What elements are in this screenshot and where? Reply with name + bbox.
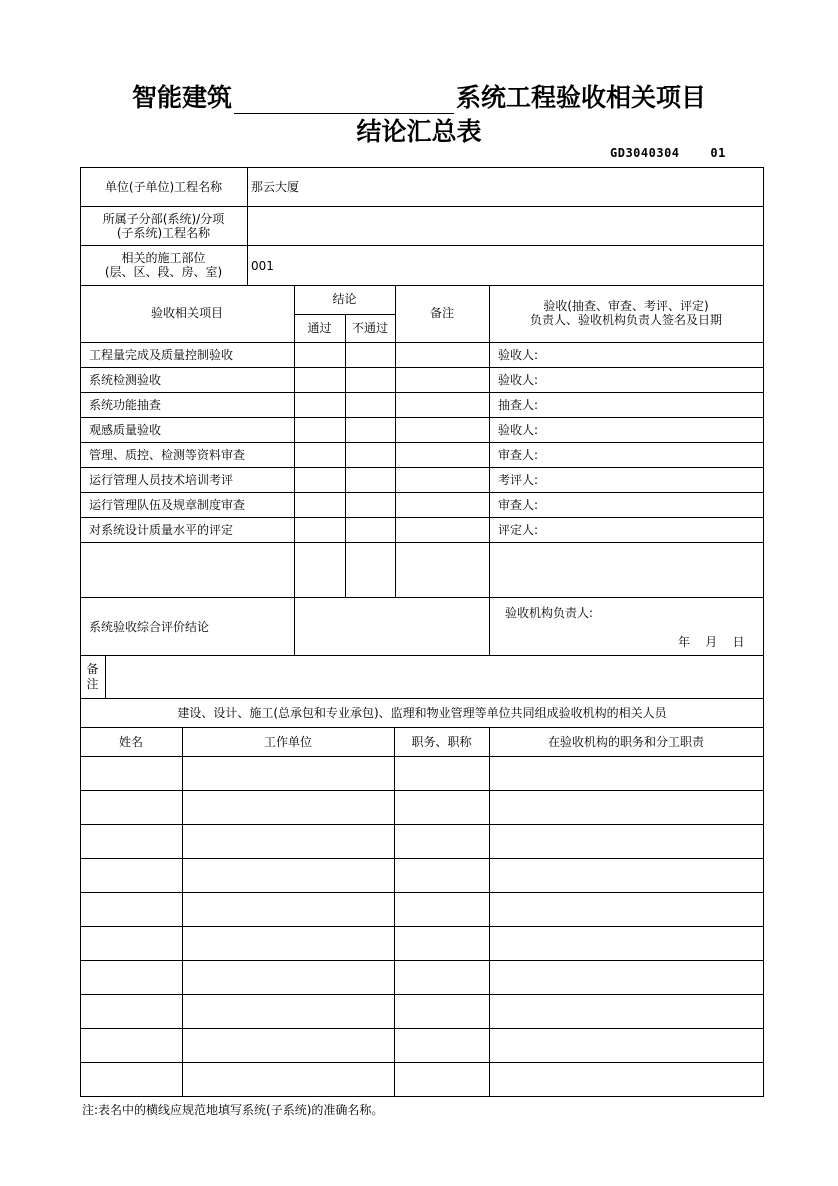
overall-date[interactable]: 年 月 日	[678, 635, 745, 649]
subsystem-label-line1: 所属子分部(系统)/分项	[102, 212, 225, 226]
header-remark: 备注	[429, 306, 454, 320]
location-label-line1: 相关的施工部位	[121, 251, 206, 265]
location-value[interactable]: 001	[251, 259, 274, 273]
project-name-value[interactable]: 那云大厦	[251, 180, 300, 194]
footnote: 注:表名中的横线应规范地填写系统(子系统)的准确名称。	[82, 1103, 384, 1117]
remark-label-line1: 备	[86, 662, 99, 676]
item-signer[interactable]: 审查人:	[498, 448, 539, 462]
title-prefix: 智能建筑	[131, 83, 232, 112]
item-signer[interactable]: 审查人:	[498, 498, 539, 512]
col-unit: 工作单位	[263, 735, 312, 749]
header-item: 验收相关项目	[150, 306, 223, 320]
overall-head-label[interactable]: 验收机构负责人:	[505, 606, 594, 620]
overall-conclusion-field[interactable]	[295, 598, 488, 654]
title-suffix: 系统工程验收相关项目	[456, 83, 707, 112]
subsystem-label-line2: (子系统)工程名称	[116, 226, 211, 240]
header-fail: 不通过	[351, 321, 388, 335]
form-title-line2: 结论汇总表	[356, 117, 482, 146]
subsystem-name-field[interactable]	[248, 207, 762, 244]
item-name: 观感质量验收	[89, 423, 162, 437]
remark-label-line2: 注	[86, 677, 99, 691]
item-name: 对系统设计质量水平的评定	[89, 523, 234, 537]
item-signer[interactable]: 验收人:	[498, 348, 539, 362]
remark-field[interactable]	[106, 656, 762, 697]
header-conclusion: 结论	[332, 292, 357, 306]
col-name: 姓名	[118, 735, 143, 749]
item-signer[interactable]: 验收人:	[498, 373, 539, 387]
overall-label: 系统验收综合评价结论	[89, 620, 210, 634]
item-name: 系统检测验收	[89, 373, 162, 387]
header-sign-line2: 负责人、验收机构负责人签名及日期	[529, 313, 722, 327]
item-name: 运行管理队伍及规章制度审查	[89, 498, 246, 512]
item-signer[interactable]: 抽查人:	[498, 398, 539, 412]
header-sign-line1: 验收(抽查、审查、考评、评定)	[543, 299, 709, 313]
item-signer[interactable]: 验收人:	[498, 423, 539, 437]
system-name-blank[interactable]	[234, 85, 454, 114]
form-code: GD3040304 01	[610, 146, 726, 160]
item-name: 运行管理人员技术培训考评	[89, 473, 234, 487]
location-label-line2: (层、区、段、房、室)	[104, 265, 223, 279]
col-title: 职务、职称	[411, 735, 472, 749]
item-name: 工程量完成及质量控制验收	[89, 348, 234, 362]
item-signer[interactable]: 评定人:	[498, 523, 539, 537]
item-signer[interactable]: 考评人:	[498, 473, 539, 487]
col-duty: 在验收机构的职务和分工职责	[547, 735, 704, 749]
item-name: 管理、质控、检测等资料审查	[89, 448, 246, 462]
personnel-heading: 建设、设计、施工(总承包和专业承包)、监理和物业管理等单位共同组成验收机构的相关人员	[177, 706, 667, 720]
header-pass: 通过	[307, 321, 332, 335]
project-name-label: 单位(子单位)工程名称	[104, 180, 223, 194]
form-title	[0, 78, 838, 114]
item-name: 系统功能抽查	[89, 398, 162, 412]
